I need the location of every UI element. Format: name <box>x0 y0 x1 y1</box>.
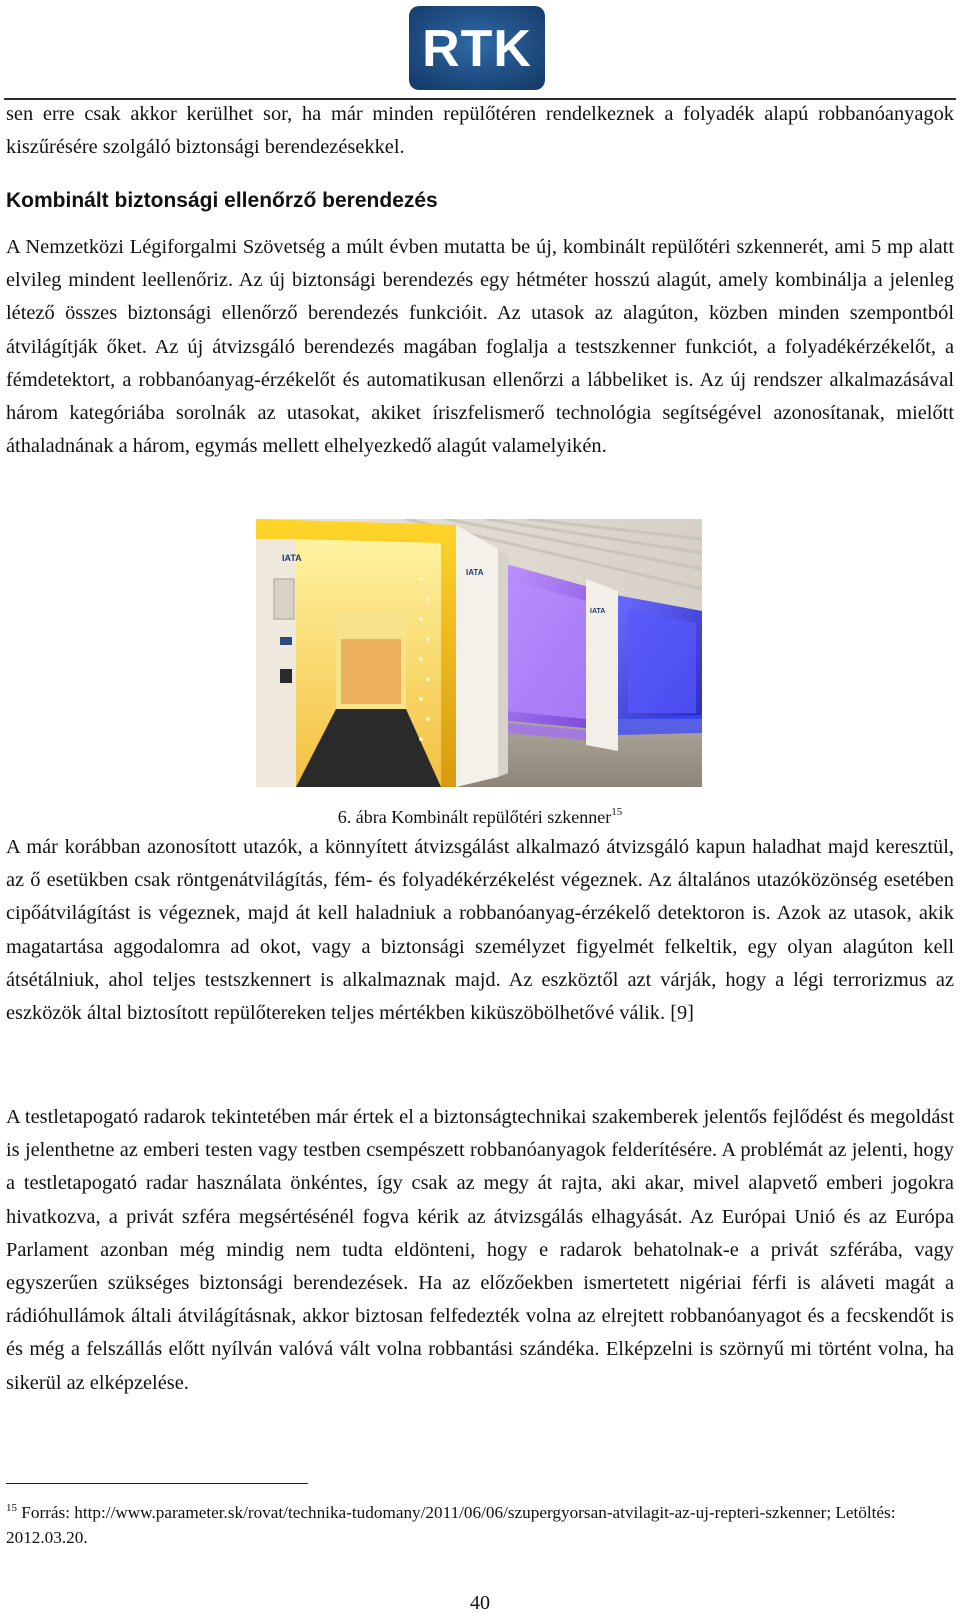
text-block-intro <box>6 98 954 164</box>
footnote-number: 15 <box>6 1502 17 1514</box>
paragraph-3: A testletapogató radarok tekintetében már értek el a biztonságtechnikai szakemberek jelentős fejlődést és megoldást is jelenthetne az emberi testen vagy testben csempészett robbanóanyagok felderítésére. A problémát az jelenti, hogy a testletapogató radar használata önkéntes, így csak az megy át rajta, aki akar, mivel alapvető emberi jogokra hivatkozva, a privát szféra megsértésénél fogva kérik az átvizsgálás elhagyását. Az Európai Unió és az Európa Parlament azonban még mindig nem tudta eldönteni, hogy e radarok behatolnak-e a privát szférába, vagy egyszerűen szükséges biztonsági berendezések. Ha az előzőekben ismertetett nigériai férfi is aláveti magát a rádióhullámok általi átvilágításnak, akkor biztosan felfedezték volna az elrejtett robbanóanyagot és a fecskendőt is és még a felszállás előtt nyílván valóvá vált volna robbantási szándéka. Elképzelni is szörnyű mi történt volna, ha sikerül az elképzelése. <box>6 1106 954 1394</box>
figure-caption <box>0 800 960 829</box>
footnote-text: Forrás: http://www.parameter.sk/rovat/technika-tudomany/2011/06/06/szupergyorsan-atvilagit-az-uj-repteri-szkenner; Letöltés: 2012.03.20. <box>6 1503 896 1547</box>
svg-text:IATA: IATA <box>282 553 302 563</box>
footnote-ref-marker[interactable]: 15 <box>611 806 623 818</box>
svg-text:RTK: RTK <box>422 20 532 78</box>
section-heading: Kombinált biztonsági ellenőrző berendezés <box>6 189 438 212</box>
scanner-photo <box>256 519 702 787</box>
svg-text:IATA: IATA <box>466 568 484 577</box>
svg-text:IATA: IATA <box>590 608 606 615</box>
paragraph-2: A már korábban azonosított utazók, a könnyített átvizsgálást alkalmazó átvizsgáló kapun haladhat majd keresztül, az ő esetükben csak röntgenátvilágítás, fém- és folyadékérzékelést végeznek. Az általános utazóközönség esetében cipőátvilágítást is végeznek, majd át kell haladniuk a robbanóanyag-érzékelő detektoron is. Azok az utasok, akik magatartása aggodalomra ad okot, vagy a biztonsági személyzet figyelmét felkeltik, egy olyan alagúton kell átsétálniuk, ahol teljes testszkennert is alkalmaznak majd. Az eszköztől azt várják, hogy a légi terrorizmus az eszközök által biztosított repülőtereken teljes mértékben kiküszöbölhetővé válik. [9] <box>6 836 954 1025</box>
figure-caption-text: 6. ábra Kombinált repülőtéri szkenner <box>337 807 612 827</box>
rtk-logo <box>407 4 547 92</box>
section-heading-block <box>6 186 954 216</box>
paragraph-intro: sen erre csak akkor kerülhet sor, ha már minden repülőtéren rendelkeznek a folyadék alapú robbanóanyagok kiszűrésére szolgáló biztonsági berendezésekkel. <box>6 103 954 159</box>
text-block-2 <box>6 831 954 1030</box>
text-block-1 <box>6 231 954 463</box>
footnote-separator <box>6 1483 308 1484</box>
text-block-3 <box>6 1101 954 1400</box>
footnote <box>6 1496 936 1550</box>
page-number: 40 <box>470 1592 490 1614</box>
paragraph-1: A Nemzetközi Légiforgalmi Szövetség a múlt évben mutatta be új, kombinált repülőtéri szkennerét, ami 5 mp alatt elvileg mindent leellenőriz. Az új biztonsági berendezés egy hétméter hosszú alagút, amely kombinálja a jelenleg létező összes biztonsági ellenőrző berendezés funkcióit. Az utasok az alagúton, közben minden szempontból átvilágítják őket. Az új átvizsgáló berendezés magában foglalja a testszkenner funkciót, a folyadékérzékelőt, a fémdetektort, a robbanóanyag-érzékelőt és automatikusan ellenőrzi a lábbeliket is. Az új rendszer alkalmazásával három kategóriába sorolnák az utasokat, akiket íriszfelismerő technológia segítségével azonosítanak, mielőtt áthaladnának a három, egymás mellett elhelyezkedő alagút valamelyikén. <box>6 236 954 458</box>
